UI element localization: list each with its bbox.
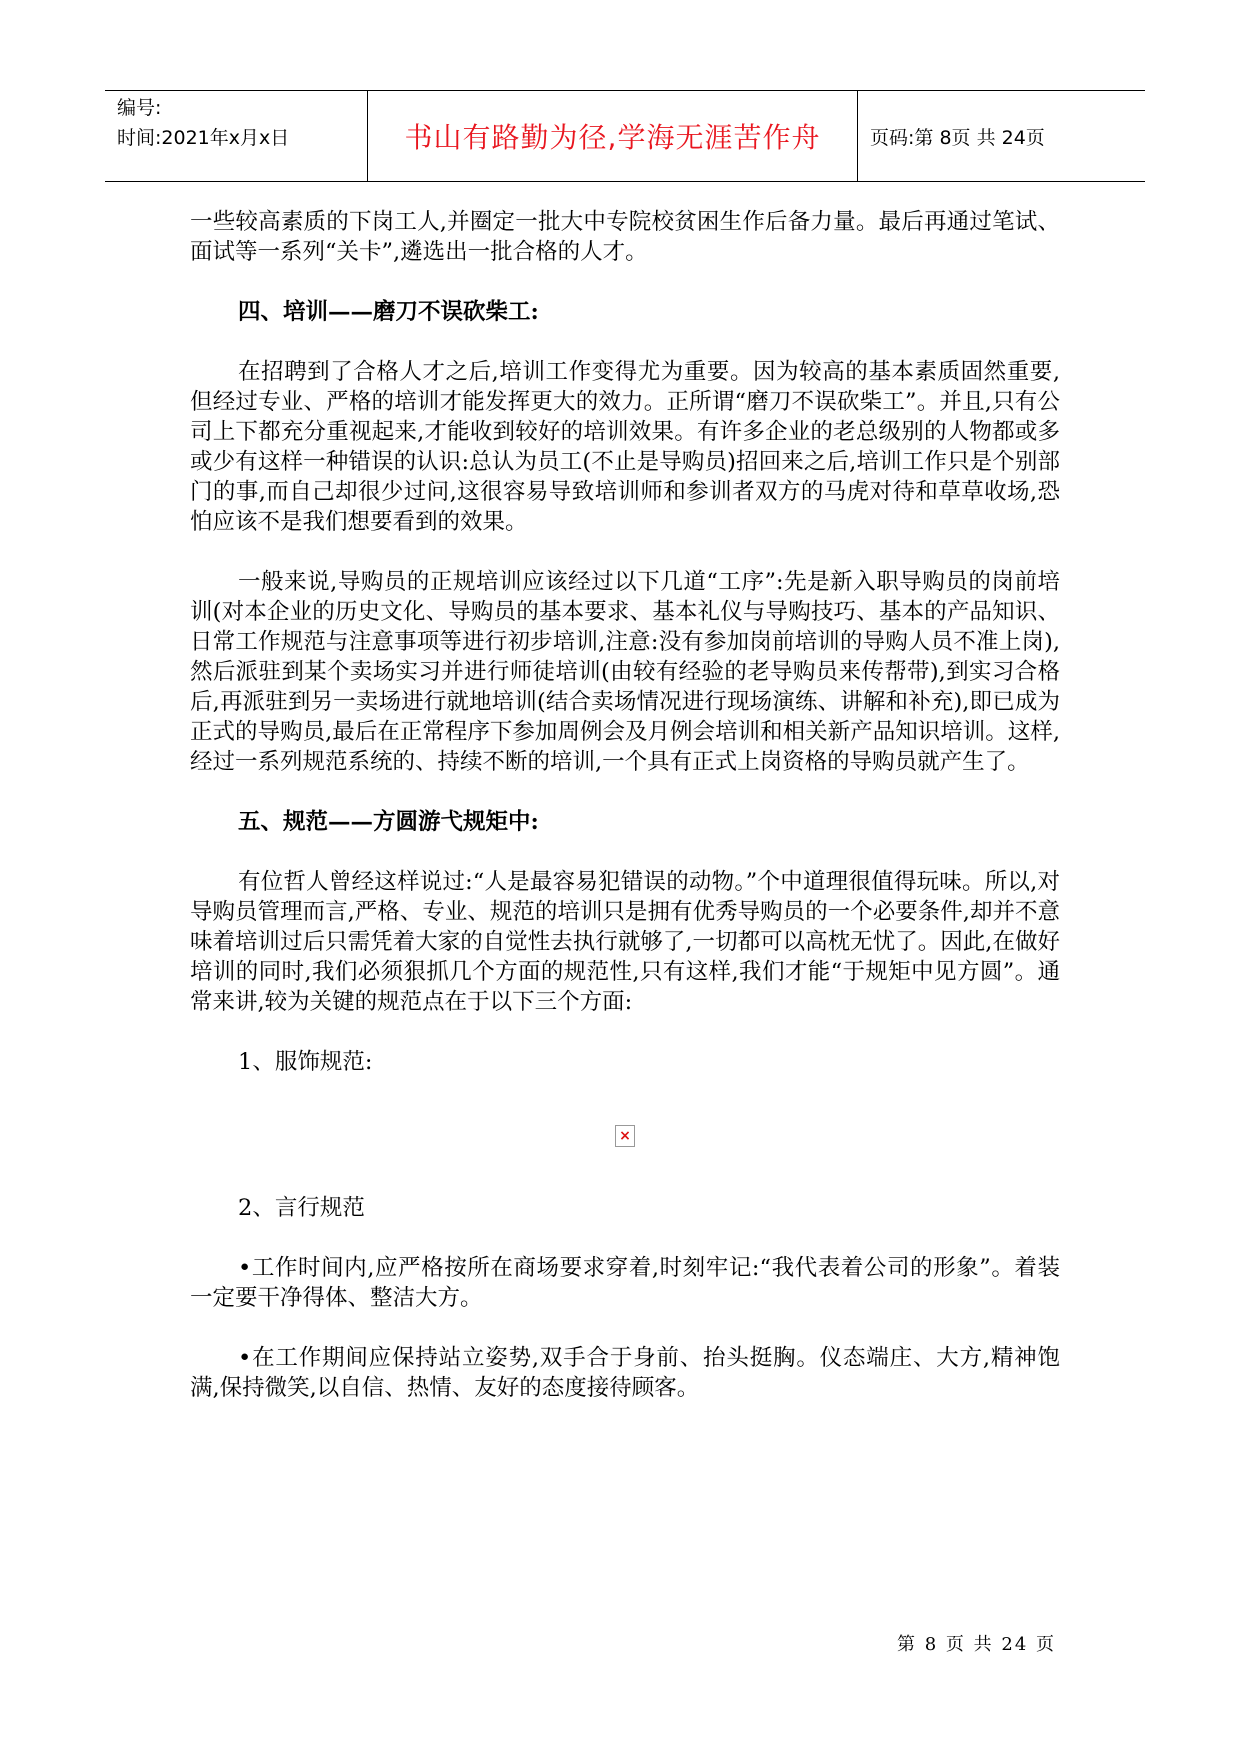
page-footer: 第 8 页 共 24 页 — [897, 1634, 1056, 1655]
paragraph-standards-intro: 有位哲人曾经这样说过:“人是最容易犯错误的动物。”个中道理很值得玩味。所以,对导购员管理而言,严格、专业、规范的培训只是拥有优秀导购员的一个必要条件,却并不意味着培训过后只需凭着大家的自觉性去执行就够了,一切都可以高枕无忧了。因此,在做好培训的同时,我们必须狠抓几个方面的规范性,只有这样,我们才能“于规矩中见方圆”。通常来讲,较为关键的规范点在于以下三个方面: — [190, 869, 1060, 1015]
document-body — [190, 207, 1060, 1403]
header-meta — [105, 91, 368, 181]
paragraph-training-process: 一般来说,导购员的正规培训应该经过以下几道“工序”:先是新入职导购员的岗前培训(对本企业的历史文化、导购员的基本要求、基本礼仪与导购技巧、基本的产品知识、日常工作规范与注意事项等进行初步培训,注意:没有参加岗前培训的导购人员不准上岗),然后派驻到某个卖场实习并进行师徒培训(由较有经验的老导购员来传帮带),到实习合格后,再派驻到另一卖场进行就地培训(结合卖场情况进行现场演练、讲解和补充),即已成为正式的导购员,最后在正常程序下参加周例会及月例会培训和相关新产品知识培训。这样,经过一系列规范系统的、持续不断的培训,一个具有正式上岗资格的导购员就产生了。 — [190, 569, 1060, 775]
document-header — [105, 90, 1145, 182]
section-heading-training: 四、培训——磨刀不误砍柴工: — [238, 299, 539, 325]
bullet-attire-rule: •工作时间内,应严格按所在商场要求穿着,时刻牢记:“我代表着公司的形象”。着装一定要干净得体、整洁大方。 — [190, 1255, 1060, 1311]
paragraph-training-importance: 在招聘到了合格人才之后,培训工作变得尤为重要。因为较高的基本素质固然重要,但经过专业、严格的培训才能发挥更大的效力。正所谓“磨刀不误砍柴工”。并且,只有公司上下都充分重视起来,才能收到较好的培训效果。有许多企业的老总级别的人物都或多或少有这样一种错误的认识:总认为员工(不止是导购员)招回来之后,培训工作只是个别部门的事,而自己却很少过问,这很容易导致培训师和参训者双方的马虎对待和草草收场,恐怕应该不是我们想要看到的效果。 — [190, 359, 1060, 535]
serial-number-label: 编号: — [117, 97, 162, 119]
section-heading-standards: 五、规范——方圆游弋规矩中: — [238, 809, 539, 835]
header-motto: 书山有路勤为径,学海无涯苦作舟 — [368, 91, 858, 181]
paragraph-continued: 一些较高素质的下岗工人,并圈定一批大中专院校贫困生作后备力量。最后再通过笔试、面试等一系列“关卡”,遴选出一批合格的人才。 — [190, 209, 1060, 265]
list-item-dress-code: 1、服饰规范: — [238, 1049, 373, 1075]
date-label: 时间:2021年x月x日 — [117, 127, 290, 149]
list-item-conduct: 2、言行规范 — [238, 1195, 365, 1221]
bullet-posture-rule: •在工作期间应保持站立姿势,双手合于身前、抬头挺胸。仪态端庄、大方,精神饱满,保持微笑,以自信、热情、友好的态度接待顾客。 — [190, 1345, 1060, 1401]
broken-image-glyph: × — [619, 1128, 631, 1144]
broken-image-icon — [615, 1125, 635, 1147]
header-page-number: 页码:第 8页 共 24页 — [870, 126, 1045, 149]
